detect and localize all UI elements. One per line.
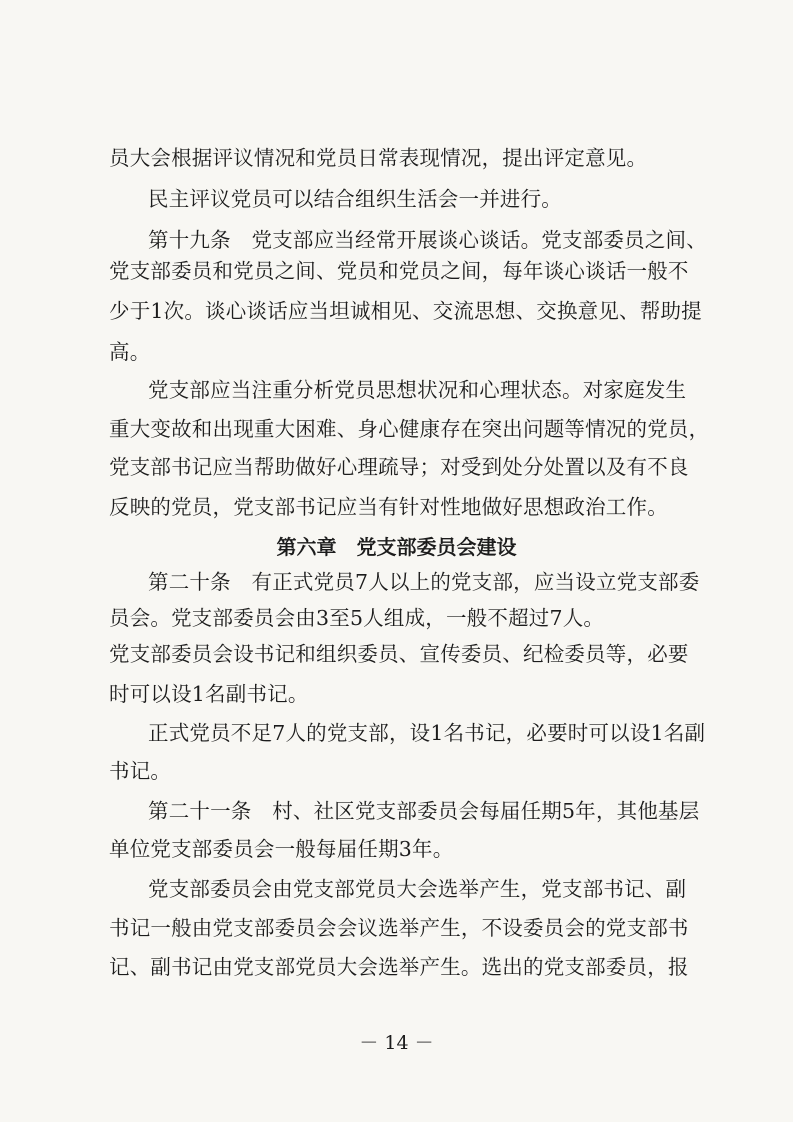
text-line: 少于1次。谈心谈话应当坦诚相见、交流思想、交换意见、帮助提: [109, 299, 702, 323]
text-line: 员大会根据评议情况和党员日常表现情况，提出评定意见。: [109, 146, 648, 170]
text-line: 单位党支部委员会一般每届任期3年。: [109, 837, 454, 861]
text-line: 书记一般由党支部委员会会议选举产生，不设委员会的党支部书: [109, 916, 689, 940]
text-line: 反映的党员，党支部书记应当有针对性地做好思想政治工作。: [109, 495, 668, 519]
text-line: 党支部书记应当帮助做好心理疏导；对受到处分处置以及有不良: [109, 455, 689, 479]
text-line: 党支部委员会设书记和组织委员、宣传委员、纪检委员等，必要: [109, 642, 689, 666]
chapter-heading: 第六章 党支部委员会建设: [276, 535, 517, 559]
article-19-start: 第十九条 党支部应当经常开展谈心谈话。党支部委员之间、: [148, 228, 707, 252]
text-line: 高。: [109, 340, 151, 364]
text-line: 民主评议党员可以结合组织生活会一并进行。: [148, 187, 562, 211]
text-line: 重大变故和出现重大困难、身心健康存在突出问题等情况的党员，: [109, 417, 710, 441]
text-line: 时可以设1名副书记。: [109, 682, 309, 706]
text-line: 党支部委员会由党支部党员大会选举产生，党支部书记、副: [148, 877, 687, 901]
text-line: 记、副书记由党支部党员大会选举产生。选出的党支部委员，报: [109, 955, 689, 979]
text-line: 党支部委员和党员之间、党员和党员之间，每年谈心谈话一般不: [109, 259, 689, 283]
text-line: 员会。党支部委员会由3至5人组成，一般不超过7人。: [109, 606, 605, 630]
text-line: 书记。: [109, 759, 172, 783]
page-number: － 14 －: [359, 1032, 434, 1054]
text-line: 正式党员不足7人的党支部，设1名书记，必要时可以设1名副: [148, 721, 706, 745]
article-21-start: 第二十一条 村、社区党支部委员会每届任期5年，其他基层: [148, 799, 700, 823]
text-line: 党支部应当注重分析党员思想状况和心理状态。对家庭发生: [148, 378, 687, 402]
article-20-start: 第二十条 有正式党员7人以上的党支部，应当设立党支部委: [148, 570, 700, 594]
